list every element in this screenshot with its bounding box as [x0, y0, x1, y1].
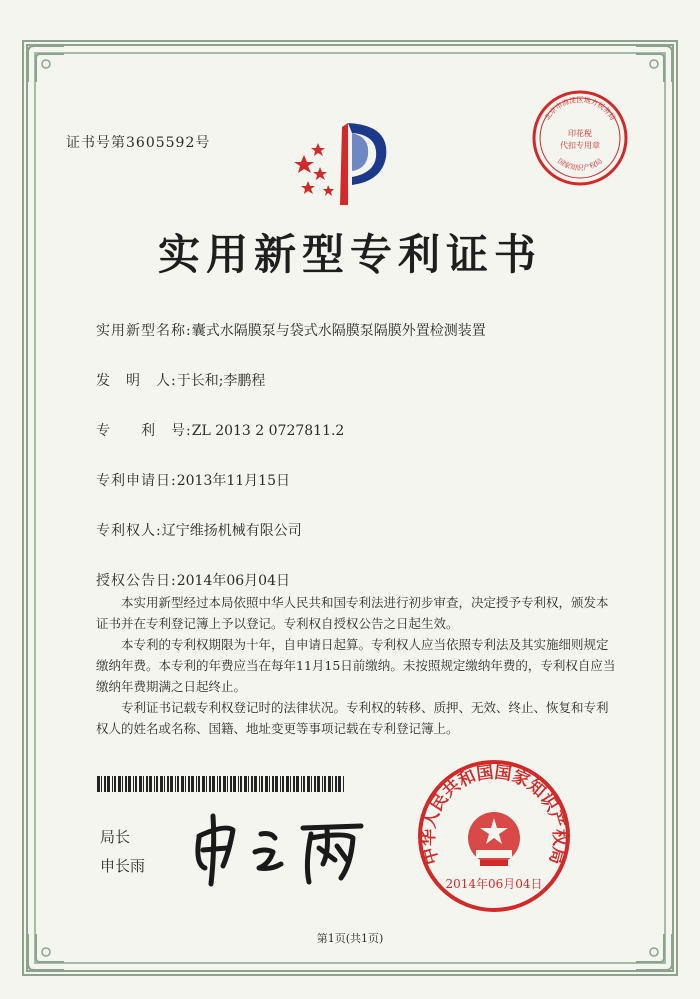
svg-text:印花税: 印花税: [568, 129, 592, 138]
seal-text: 北京市海淀区地方税务局: [543, 96, 617, 122]
field-label: 专 利 号:: [96, 423, 192, 439]
corner-ornament-icon: [24, 42, 68, 86]
patent-office-emblem-icon: [290, 115, 400, 210]
seal-bottom-text: 国家知识产权局: [556, 157, 604, 173]
field-label: 专利申请日:: [96, 473, 177, 489]
field-label: 专利权人:: [96, 523, 162, 539]
field-label: 发 明 人:: [96, 373, 177, 389]
page-number: 第1页(共1页): [316, 932, 384, 945]
certificate-number: 证书号第3605592号: [66, 135, 211, 151]
svg-text:国家知识产权局: [556, 156, 604, 172]
field-label: 实用新型名称:: [96, 323, 192, 339]
field-label: 授权公告日:: [96, 573, 177, 589]
director-title: 局长: [100, 828, 131, 846]
certificate-title: 实用新型专利证书: [157, 230, 542, 279]
tax-seal-stamp-icon: [530, 88, 630, 188]
paragraph: 本实用新型经过本局依照中华人民共和国专利法进行初步审查，决定授予专利权，颁发本证书并在专利登记簿上予以登记。专利权自授权公告之日起生效。: [96, 595, 609, 631]
seal-text: 中华人民共和国国家知识产权局: [418, 762, 570, 867]
field-patent-number: [96, 420, 344, 440]
patent-office-seal-stamp-icon: [414, 756, 574, 916]
director-signature-icon: [185, 808, 375, 888]
field-name: [96, 320, 486, 340]
field-value: 辽宁维扬机械有限公司: [161, 523, 302, 539]
field-patentee: [96, 520, 302, 540]
field-value: 于长和;李鹏程: [176, 373, 266, 389]
field-filing-date: [96, 470, 290, 490]
svg-text:代扣专用章: 代扣专用章: [560, 141, 600, 150]
field-value: ZL 2013 2 0727811.2: [191, 423, 345, 439]
field-value: 2013年11月15日: [176, 473, 290, 489]
corner-ornament-icon: [632, 42, 676, 86]
paragraph: 本专利的专利权期限为十年，自申请日起算。专利权人应当依照专利法及其实施细则规定缴纳年费。本专利的年费应当在每年11月15日前缴纳。未按照规定缴纳年费的，专利权自应当缴纳年费期满之日起终止。: [96, 637, 616, 694]
seal-date: 2014年06月04日: [445, 877, 543, 891]
director-name: 申长雨: [100, 857, 146, 875]
field-grant-date: [96, 570, 290, 590]
field-inventor: [96, 370, 265, 390]
field-value: 2014年06月04日: [176, 573, 290, 589]
field-value: 囊式水隔膜泵与袋式水隔膜泵隔膜外置检测装置: [191, 323, 486, 339]
paragraph: 专利证书记载专利权登记时的法律状况。专利权的转移、质押、无效、终止、恢复和专利权人的姓名或名称、国籍、地址变更等事项记载在专利登记簿上。: [96, 700, 609, 736]
barcode-icon: [97, 776, 347, 792]
legal-text: [96, 592, 616, 739]
